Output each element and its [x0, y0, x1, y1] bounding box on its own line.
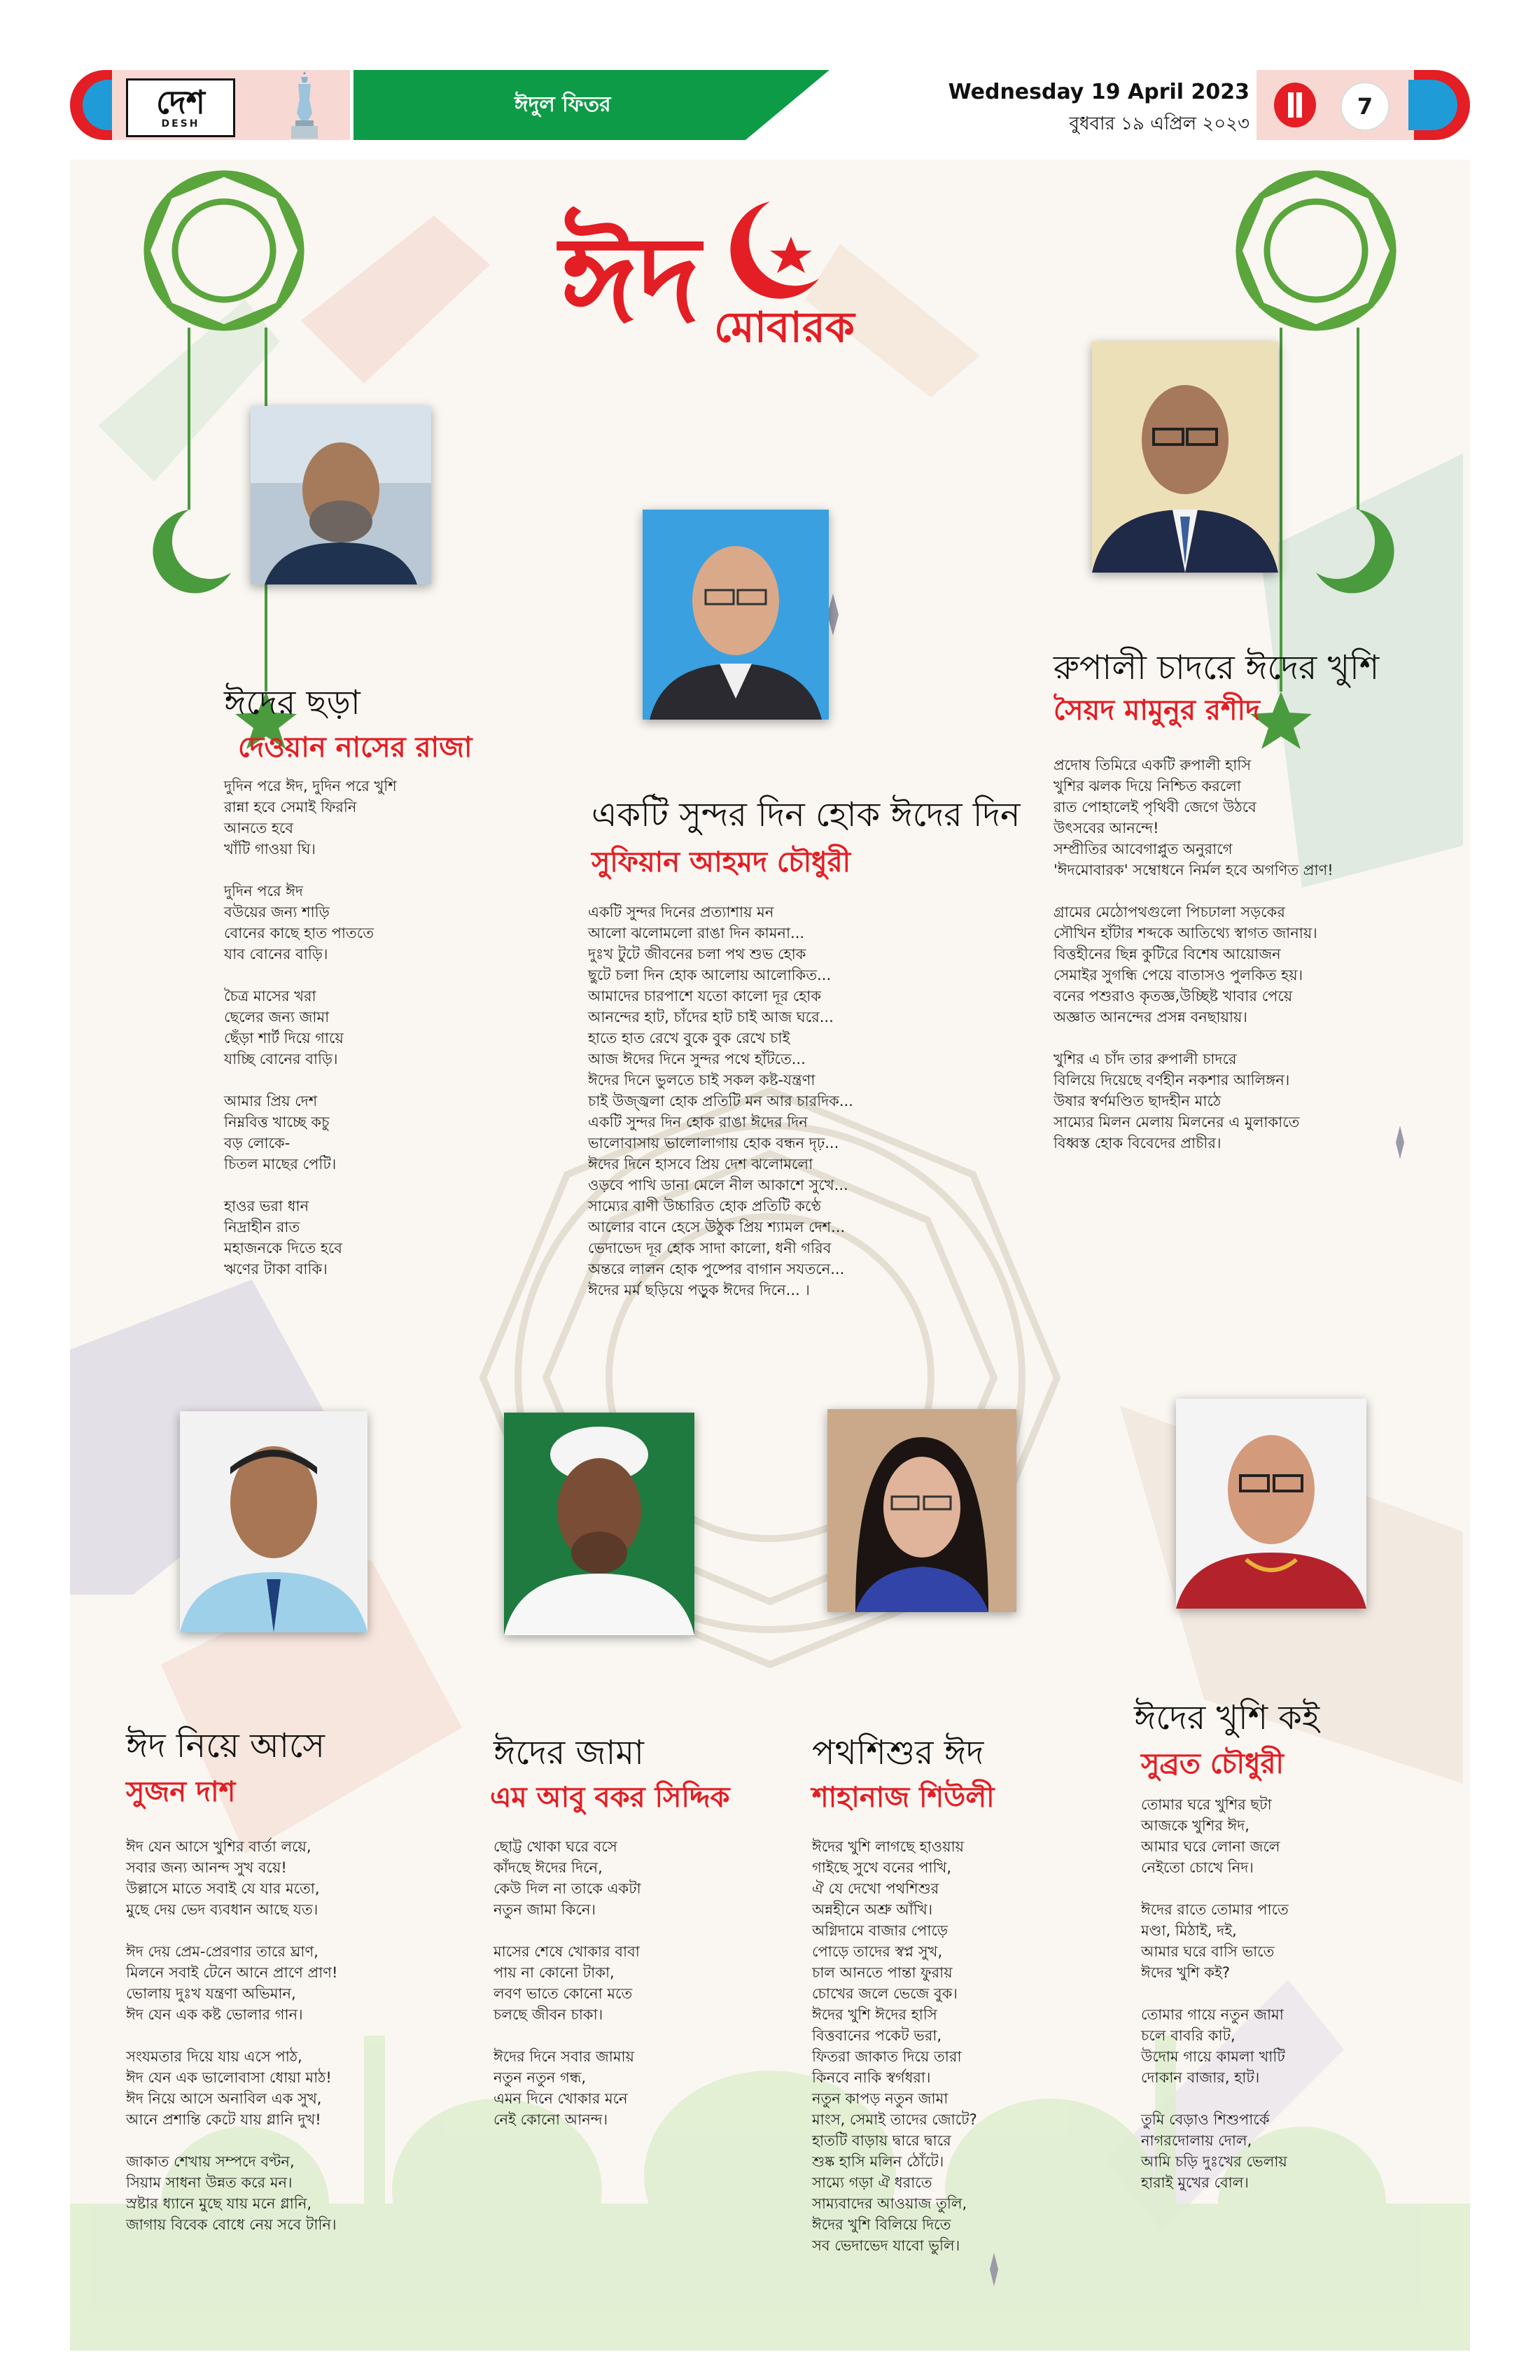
stanza: চৈত্র মাসের খরা ছেলের জন্য জামা ছেঁড়া শার্ট দিয়ে গায়ে যাচ্ছি বোনের বাড়ি। — [224, 988, 344, 1068]
portrait-photo-shahanaz-shiuly — [827, 1409, 1016, 1612]
stanza: একটি সুন্দর দিনের প্রত্যাশায় মন আলো ঝলোমলো রাঙা দিন কামনা... দুঃখ টুটে জীবনের চলা পথ শুভ হোক ছুটে চলা দিন হোক আলোয় আলোকিত... আমাদের চারপাশে যতো কালো দূর হোক আনন্দের হাট, চাঁদের হাট চাই আজ ঘরে... হাতে হাত রেখে বুকে বুক রেখে চাই আজ ঈদের দিনে সুন্দর পথে হাঁটতে... ঈদের দিনে ভুলতে চাই সকল কষ্ট-যন্ত্রণা চাই উজ্জ্বলা হোক প্রতিটি মন আর চারদিক... একটি সুন্দর দিন হোক রাঙা ঈদের দিন ভালোবাসায় ভালোলাগায় হোক বন্ধন দৃঢ়... ঈদের দিনে হাসবে প্রিয় দেশ ঝলোমলো ওড়বে পাখি ডানা মেলে নীল আকাশে সুখে... সাম্যের বাণী উচ্চারিত হোক প্রতিটি কণ্ঠে আলোর বানে হেসে উঠুক প্রিয় শ্যামল দেশ... ভেদাভেদ দূর হোক সাদা কালো, ধনী গরিব অন্তরে লালন হোক পুষ্পের বাগান সযতনে... ঈদের মর্ম ছড়িয়ে পড়ুক ঈদের দিনে... । — [588, 904, 853, 1298]
stanza: তোমার ঘরে খুশির ছটা আজকে খুশির ঈদ, আমার ঘরে লোনা জলে নেইতো চোখে নিদ। — [1141, 1796, 1280, 1876]
portrait-photo-m-abu-bakar-siddique — [504, 1413, 694, 1635]
stanza: হাওর ভরা ধান নিদ্রাহীন রাত মহাজনকে দিতে হবে ঋণের টাকা বাকি। — [224, 1198, 342, 1278]
poem-body — [493, 1836, 724, 2151]
page-number: 7 — [1340, 82, 1390, 131]
crescent-icon — [730, 202, 819, 299]
poem-body — [1054, 755, 1432, 1175]
right-pill-ornament — [1414, 70, 1470, 140]
eid-feature-page — [70, 160, 1470, 2351]
stanza: জাকাত শেখায় সম্পদে বণ্টন, সিয়াম সাধনা উন্নত করে মন। স্রষ্টার ধ্যানে মুছে যায় মনে গ্লানি, জাগায় বিবেক বোধে নেয় সবে টানি। — [126, 2153, 337, 2233]
masthead — [0, 0, 1540, 144]
poem-title: ঈদের জামা — [493, 1733, 644, 1772]
stanza: ঈদের রাতে তোমার পাতে মণ্ডা, মিঠাই, দই, আমার ঘরে বাসি ভাতে ঈদের খুশি কই? — [1141, 1901, 1289, 1981]
digital-edition-icon[interactable] — [1274, 83, 1316, 127]
date-english: Wednesday 19 April 2023 — [948, 80, 1250, 104]
poem-body — [126, 1836, 406, 2256]
logo-text-bn: দেশ — [155, 83, 206, 121]
section-bar — [354, 70, 746, 140]
stanza: ছোট্ট খোকা ঘরে বসে কাঁদছে ঈদের দিনে, কেউ দিল না তাকে একটা নতুন জামা কিনে। — [493, 1838, 641, 1918]
mubarak-word: মোবারক — [714, 303, 855, 352]
poem-body — [1141, 1794, 1372, 2214]
portrait-photo-sufian-ahmed-chowdhury — [643, 510, 829, 720]
statue-of-liberty-icon — [280, 71, 329, 139]
poem-author: সুজন দাশ — [126, 1776, 236, 1808]
poem-author: শাহানাজ শিউলী — [812, 1782, 995, 1814]
poem-title: ঈদের খুশি কই — [1134, 1698, 1320, 1737]
stanza: ঈদের দিনে সবার জামায় নতুন নতুন গন্ধ, এমন দিনে খোকার মনে নেই কোনো আনন্দ। — [493, 2048, 634, 2128]
star-icon — [770, 237, 812, 273]
portrait-image — [827, 1409, 1016, 1612]
section-name: ঈদুল ফিতর — [514, 92, 611, 117]
poem-author: সুব্রত চৌধুরী — [1141, 1748, 1284, 1780]
portrait-photo-subrata-chowdhury — [1176, 1399, 1366, 1609]
poem-author: দেওয়ান নাসের রাজা — [238, 732, 472, 764]
stanza: মাসের শেষে খোকার বাবা পায় না কোনো টাকা, লবণ ভাতে কোনো মতে চলছে জীবন চাকা। — [493, 1943, 640, 2023]
portrait-image — [504, 1413, 694, 1635]
portrait-image — [180, 1411, 368, 1632]
poem-author: সুফিয়ান আহমদ চৌধুরী — [592, 846, 851, 878]
stanza: ঈদ যেন আসে খুশির বার্তা লয়ে, সবার জন্য আনন্দ সুখ বয়ে! উল্লাসে মাতে সবাই যে যার মতো, মুছে দেয় ভেদ ব্যবধান আছে যত। — [126, 1838, 320, 1918]
stanza: তুমি বেড়াও শিশুপার্কে নাগরদোলায় দোল, আমি চড়ি দুঃখের ভেলায় হারাই মুখের বোল। — [1141, 2111, 1287, 2191]
portrait-image — [1092, 342, 1278, 573]
poem-body — [224, 776, 455, 1301]
eid-word: ঈদ — [560, 209, 701, 349]
poem-body — [812, 1836, 1043, 2277]
portrait-photo-sujan-das — [180, 1411, 368, 1632]
stanza: তোমার গায়ে নতুন জামা চলে বাবরি কাট, উদোম গায়ে কামলা খাটি দোকান বাজার, হাট। — [1141, 2006, 1285, 2086]
eid-mubarak-calligraphy — [539, 174, 931, 384]
desh-logo[interactable] — [126, 78, 235, 137]
date-block — [746, 70, 1250, 140]
poem-title: ঈদ নিয়ে আসে — [126, 1726, 325, 1765]
portrait-photo-dewan-naser-raja — [251, 406, 431, 584]
stanza: গ্রামের মেঠোপথগুলো পিচঢালা সড়কের সৌখিন হাঁটার শব্দকে আতিথ্যে স্বাগত জানায়। বিত্তহীনের ছিন্ন কুটিরে বিশেষ আয়োজন সেমাইর সুগন্ধি পেয়ে বাতাসও পুলকিত হয়। বনের পশুরাও কৃতজ্ঞ,উচ্ছিষ্ট খাবার পেয়ে অজ্ঞাত আনন্দের প্রসন্ন বনছায়ায়। — [1054, 904, 1317, 1026]
poem-title: রুপালী চাদরে ঈদের খুশি — [1054, 648, 1380, 687]
portrait-image — [1176, 1399, 1366, 1609]
poem-title: পথশিশুর ঈদ — [812, 1733, 984, 1772]
date-bangla: বুধবার ১৯ এপ্রিল ২০২৩ — [1069, 113, 1250, 134]
stanza: ঈদের খুশি লাগছে হাওয়ায় গাইছে সুখে বনের পাখি, ঐ যে দেখো পথশিশুর অন্নহীনে অশ্রু আঁখি। অগ্নিদামে বাজার পোড়ে পোড়ে তাদের স্বপ্ন সুখ, চাল আনতে পান্তা ফুরায় চোখের জলে ভেজে বুক। ঈদের খুশি ঈদের হাসি বিত্তবানের পকেট ভরা, ফিতরা জাকাত দিয়ে তারা কিনবে নাকি স্বর্গধরা। নতুন কাপড় নতুন জামা মাংস, সেমাই তাদের জোটে? হাতটি বাড়ায় দ্বারে দ্বারে শুষ্ক হাসি মলিন ঠোঁটে। সাম্যে গড়া ঐ ধরাতে সাম্যবাদের আওয়াজ তুলি, ঈদের খুশি বিলিয়ে দিতে সব ভেদাভেদ যাবো ভুলি। — [812, 1838, 977, 2254]
stanza: আমার প্রিয় দেশ নিম্নবিত্ত খাচ্ছে কচু বড় লোকে- চিতল মাছের পেটি। — [224, 1093, 337, 1172]
portrait-image — [643, 510, 829, 720]
stanza: খুশির এ চাঁদ তার রুপালী চাদরে বিলিয়ে দিয়েছে বর্ণহীন নকশার আলিঙ্গন। উষার স্বর্ণমণ্ডিত ছাদহীন মাঠে সাম্যের মিলন মেলায় মিলনের এ মুলাকাতে বিধ্বস্ত হোক বিবেদের প্রাচীর। — [1054, 1051, 1300, 1152]
portrait-image — [251, 406, 431, 584]
stanza: দুদিন পরে ঈদ, দুদিন পরে খুশি রান্না হবে সেমাই ফিরনি আনতে হবে খাঁটি গাওয়া ঘি। — [224, 778, 397, 858]
stanza: সংযমতার দিয়ে যায় এসে পাঠ, ঈদ যেন এক ভালোবাসা ধোয়া মাঠ! ঈদ নিয়ে আসে অনাবিল এক সুখ, আনে প্রশান্তি কেটে যায় গ্লানি দুখ! — [126, 2048, 332, 2128]
poem-title: একটি সুন্দর দিন হোক ঈদের দিন — [592, 795, 1021, 834]
portrait-photo-syed-mamunur-rashid — [1092, 342, 1278, 573]
poem-title: ঈদের ছড়া — [224, 683, 360, 722]
poem-author: সৈয়দ মামুনুর রশীদ — [1054, 694, 1261, 727]
stanza: ঈদ দেয় প্রেম-প্রেরণার তারে ঘ্রাণ, মিলনে সবাই টেনে আনে প্রাণে প্রাণ! ভোলায় দুঃখ যন্ত্রণা অভিমান, ঈদ যেন এক কষ্ট ভোলার গান। — [126, 1943, 338, 2023]
logo-text-en: DESH — [161, 118, 200, 130]
stanza: দুদিন পরে ঈদ বউয়ের জন্য শাড়ি বোনের কাছে হাত পাততে যাব বোনের বাড়ি। — [224, 883, 374, 962]
stanza: প্রদোষ তিমিরে একটি রুপালী হাসি খুশির ঝলক দিয়ে নিশ্চিত করলো রাত পোহালেই পৃথিবী জেগে উঠবে উৎসবের আনন্দে! সম্প্রীতির আবেগাপ্লুত অনুরাগে 'ঈদমোবারক' সম্বোধনে নির্মল হবে অগণিত প্রাণ! — [1054, 757, 1334, 878]
poem-body — [588, 902, 910, 1322]
poem-author: এম আবু বকর সিদ্দিক — [490, 1782, 730, 1814]
